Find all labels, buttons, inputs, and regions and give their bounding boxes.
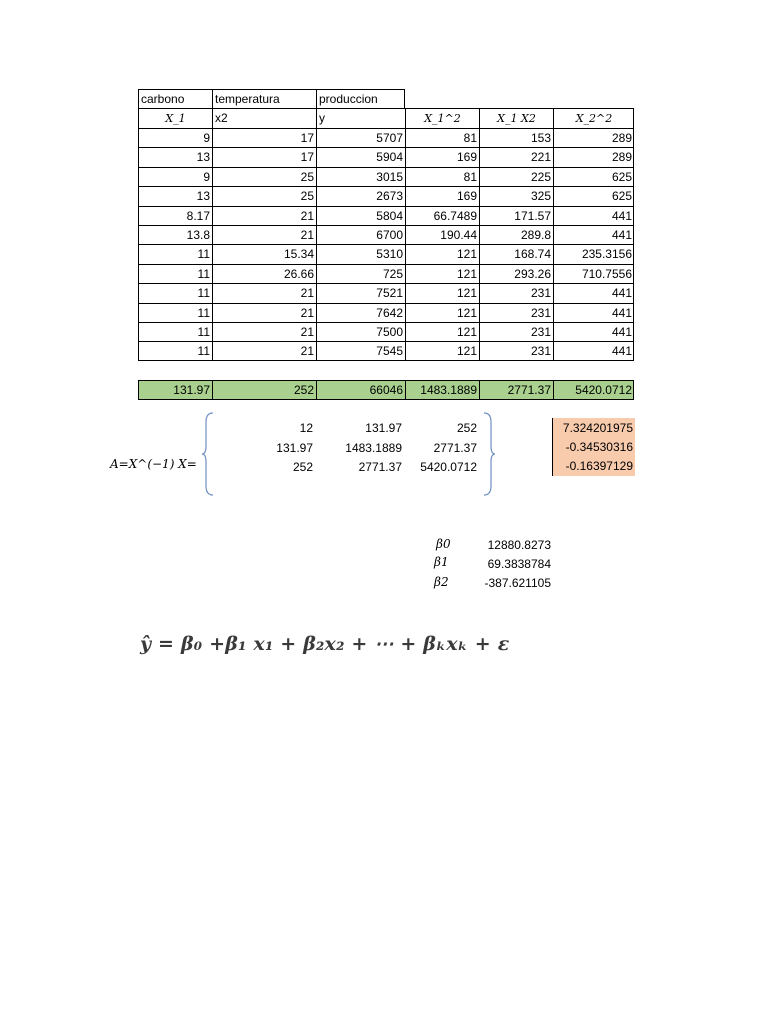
header-y: y bbox=[316, 108, 405, 128]
table-cell: 81 bbox=[405, 128, 479, 148]
table-cell: 15.34 bbox=[212, 244, 316, 264]
table-cell: 17 bbox=[212, 128, 316, 148]
table-cell: 293.26 bbox=[479, 264, 553, 284]
right-brace-icon bbox=[482, 412, 496, 496]
table-cell: 289.8 bbox=[479, 225, 553, 245]
table-cell: 121 bbox=[405, 322, 479, 342]
table-cell: 289 bbox=[553, 128, 634, 148]
table-cell: 9 bbox=[138, 167, 212, 187]
header-produccion: produccion bbox=[316, 89, 405, 109]
beta-0-label: β0 bbox=[436, 537, 451, 551]
table-cell: 21 bbox=[212, 225, 316, 245]
table-cell: 725 bbox=[316, 264, 405, 284]
table-cell: 5310 bbox=[316, 244, 405, 264]
table-cell: 21 bbox=[212, 303, 316, 323]
table-cell: 168.74 bbox=[479, 244, 553, 264]
table-cell: 153 bbox=[479, 128, 553, 148]
beta-1-label: β1 bbox=[434, 555, 449, 569]
table-cell: 221 bbox=[479, 147, 553, 167]
table-cell: 11 bbox=[138, 283, 212, 303]
header-x1-squared: X_1^2 bbox=[405, 108, 479, 128]
table-cell: 5707 bbox=[316, 128, 405, 148]
table-cell: 625 bbox=[553, 167, 634, 187]
matrix-cell: 5420.0712 bbox=[420, 460, 477, 474]
table-cell: 325 bbox=[479, 186, 553, 206]
table-cell: 11 bbox=[138, 303, 212, 323]
table-cell: 7500 bbox=[316, 322, 405, 342]
matrix-cell: 131.97 bbox=[276, 440, 313, 455]
table-cell: 441 bbox=[553, 225, 634, 245]
table-cell: 21 bbox=[212, 206, 316, 226]
table-cell: 169 bbox=[405, 186, 479, 206]
table-cell: 171.57 bbox=[479, 206, 553, 226]
table-cell: 13 bbox=[138, 147, 212, 167]
left-brace-icon bbox=[201, 412, 215, 496]
matrix-cell: 252 bbox=[292, 460, 313, 474]
table-cell: 81 bbox=[405, 167, 479, 187]
table-cell: 121 bbox=[405, 244, 479, 264]
table-cell: 21 bbox=[212, 341, 316, 361]
regression-formula: ŷ = β₀ +β₁ x₁ + β₂x₂ + ⋯ + βₖxₖ + ε bbox=[140, 633, 510, 655]
beta-0-value: 12880.8273 bbox=[487, 538, 551, 552]
table-cell: 26.66 bbox=[212, 264, 316, 284]
result-value: -0.34530316 bbox=[565, 440, 633, 454]
table-cell: 7642 bbox=[316, 303, 405, 323]
sum-cell: 252 bbox=[212, 380, 316, 400]
sum-cell: 66046 bbox=[316, 380, 405, 400]
table-cell: 190.44 bbox=[405, 225, 479, 245]
table-cell: 21 bbox=[212, 283, 316, 303]
table-cell: 25 bbox=[212, 186, 316, 206]
table-cell: 121 bbox=[405, 283, 479, 303]
table-cell: 66.7489 bbox=[405, 206, 479, 226]
table-cell: 11 bbox=[138, 244, 212, 264]
table-cell: 6700 bbox=[316, 225, 405, 245]
table-cell: 3015 bbox=[316, 167, 405, 187]
beta-2-value: -387.621105 bbox=[484, 576, 551, 590]
matrix-cell: 12 bbox=[299, 421, 313, 435]
matrix-cell: 252 bbox=[456, 421, 477, 435]
table-cell: 11 bbox=[138, 341, 212, 361]
matrix-cell: 1483.1889 bbox=[345, 440, 402, 455]
table-cell: 2673 bbox=[316, 186, 405, 206]
sum-cell: 1483.1889 bbox=[405, 380, 479, 400]
table-cell: 9 bbox=[138, 128, 212, 148]
sum-cell: 2771.37 bbox=[479, 380, 553, 400]
table-cell: 5804 bbox=[316, 206, 405, 226]
table-cell: 231 bbox=[479, 303, 553, 323]
table-cell: 21 bbox=[212, 322, 316, 342]
result-vector bbox=[552, 418, 635, 476]
matrix-cell: 2771.37 bbox=[433, 440, 477, 455]
sum-cell: 5420.0712 bbox=[553, 380, 634, 400]
table-cell: 7521 bbox=[316, 283, 405, 303]
table-cell: 17 bbox=[212, 147, 316, 167]
table-cell: 13 bbox=[138, 186, 212, 206]
beta-1-value: 69.3838784 bbox=[487, 557, 551, 571]
table-cell: 441 bbox=[553, 341, 634, 361]
matrix-cell: 131.97 bbox=[365, 421, 402, 435]
table-cell: 231 bbox=[479, 322, 553, 342]
table-cell: 8.17 bbox=[138, 206, 212, 226]
table-cell: 121 bbox=[405, 303, 479, 323]
header-x2-squared: X_2^2 bbox=[553, 108, 634, 128]
result-value: -0.16397129 bbox=[565, 459, 633, 473]
table-cell: 25 bbox=[212, 167, 316, 187]
table-cell: 710.7556 bbox=[553, 264, 634, 284]
header-temperatura: temperatura bbox=[212, 89, 316, 109]
beta-2-label: β2 bbox=[434, 575, 449, 589]
table-cell: 231 bbox=[479, 283, 553, 303]
table-cell: 289 bbox=[553, 147, 634, 167]
table-cell: 121 bbox=[405, 341, 479, 361]
header-x1: X_1 bbox=[138, 108, 212, 128]
table-cell: 625 bbox=[553, 186, 634, 206]
result-value: 7.324201975 bbox=[562, 421, 633, 435]
table-cell: 11 bbox=[138, 264, 212, 284]
table-cell: 441 bbox=[553, 283, 634, 303]
table-cell: 5904 bbox=[316, 147, 405, 167]
matrix-cell: 2771.37 bbox=[358, 460, 402, 474]
table-cell: 13.8 bbox=[138, 225, 212, 245]
table-cell: 11 bbox=[138, 322, 212, 342]
header-x2: x2 bbox=[212, 108, 316, 128]
table-cell: 441 bbox=[553, 303, 634, 323]
header-carbono: carbono bbox=[138, 89, 212, 109]
matrix-label: A=X^(−1) X= bbox=[110, 457, 197, 471]
table-cell: 441 bbox=[553, 322, 634, 342]
table-cell: 7545 bbox=[316, 341, 405, 361]
table-cell: 231 bbox=[479, 341, 553, 361]
table-cell: 169 bbox=[405, 147, 479, 167]
table-cell: 121 bbox=[405, 264, 479, 284]
table-cell: 225 bbox=[479, 167, 553, 187]
table-cell: 235.3156 bbox=[553, 244, 634, 264]
header-x1-x2: X_1 X2 bbox=[479, 108, 553, 128]
table-cell: 441 bbox=[553, 206, 634, 226]
sum-cell: 131.97 bbox=[138, 380, 212, 400]
